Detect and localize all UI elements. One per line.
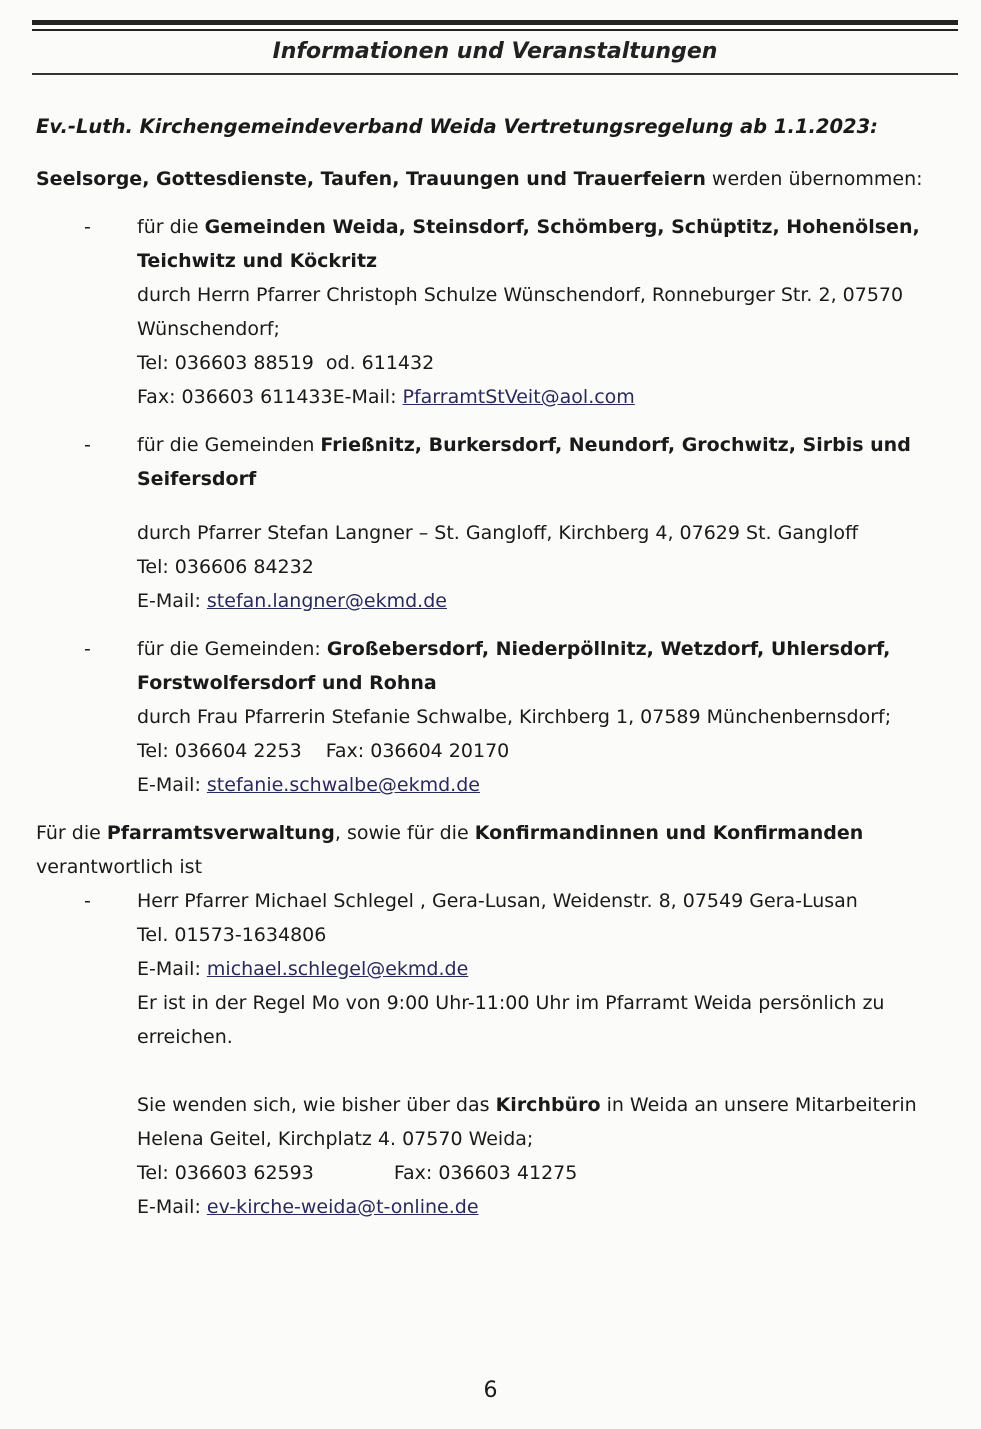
item-tel-fax xyxy=(137,734,942,768)
item-lead: für die Gemeinden xyxy=(137,434,321,456)
top-rule xyxy=(32,20,958,25)
list-dash: - xyxy=(84,890,91,912)
list-item xyxy=(36,884,942,1224)
item-communities xyxy=(137,210,942,278)
email-link[interactable]: michael.schlegel@ekmd.de xyxy=(206,958,469,980)
item-tel: Tel: 036603 88519 od. 611432 xyxy=(137,352,435,374)
office-tel-fax xyxy=(137,1156,942,1190)
document-title: Ev.-Luth. Kirchengemeindeverband Weida Vertretungsregelung ab 1.1.2023: xyxy=(36,115,878,138)
item-communities-bold: Gemeinden Weida, Steinsdorf, Schömberg, Schüptitz, Hohenölsen, Teichwitz und Köckritz xyxy=(137,216,920,272)
email-label: E-Mail: xyxy=(137,590,207,612)
item-tel: Tel: 036604 2253 xyxy=(137,740,302,762)
spacer xyxy=(137,496,942,516)
list-item xyxy=(36,428,942,618)
office-email xyxy=(137,1190,942,1224)
office-fax: Fax: 036603 41275 xyxy=(393,1162,578,1184)
office-paragraph xyxy=(137,1088,942,1156)
intro-paragraph xyxy=(36,162,942,196)
intro-bold: Seelsorge, Gottesdienste, Taufen, Trauungen und Trauerfeiern xyxy=(36,168,706,190)
email-label: E-Mail: xyxy=(137,958,207,980)
item-lead: für die Gemeinden: xyxy=(137,638,327,660)
admin-email xyxy=(137,952,942,986)
item-communities-bold: Frießnitz, Burkersdorf, Neundorf, Grochwitz, Sirbis und Seifersdorf xyxy=(137,434,911,490)
email-label: E-Mail: xyxy=(137,1196,207,1218)
top-rule-thin xyxy=(32,29,958,31)
office-rest: in Weida an unsere Mitarbeiterin Helena Geitel, Kirchplatz 4. 07570 Weida; xyxy=(137,1094,917,1150)
item-tel: Tel: 036606 84232 xyxy=(137,556,314,578)
office-lead: Sie wenden sich, wie bisher über das xyxy=(137,1094,496,1116)
spacer xyxy=(137,1054,942,1088)
item-email xyxy=(137,768,942,802)
item-fax: Fax: 036604 20170 xyxy=(325,740,510,762)
item-communities xyxy=(137,632,942,700)
list-item xyxy=(36,210,942,414)
list-dash: - xyxy=(84,638,91,660)
item-communities-bold: Großebersdorf, Niederpöllnitz, Wetzdorf, Uhlersdorf, Forstwolfersdorf und Rohna xyxy=(137,638,891,694)
list-dash: - xyxy=(84,216,91,238)
admin-bold-1: Pfarramtsverwaltung xyxy=(106,822,335,844)
office-tel: Tel: 036603 62593 xyxy=(137,1162,314,1184)
email-link[interactable]: stefan.langner@ekmd.de xyxy=(206,590,447,612)
item-person: durch Frau Pfarrerin Stefanie Schwalbe, Kirchberg 1, 07589 Münchenbernsdorf; xyxy=(137,706,892,728)
item-person: durch Herrn Pfarrer Christoph Schulze Wünschendorf, Ronneburger Str. 2, 07570 Wünschendorf; xyxy=(137,284,904,340)
intro-rest: werden übernommen: xyxy=(705,168,923,190)
list-item xyxy=(36,632,942,802)
email-link[interactable]: stefanie.schwalbe@ekmd.de xyxy=(206,774,480,796)
email-label: E-Mail: xyxy=(137,774,207,796)
admin-mid: , sowie für die xyxy=(334,822,475,844)
item-communities xyxy=(137,428,942,496)
admin-bold-2: Konfirmandinnen und Konfirmanden xyxy=(474,822,864,844)
email-link[interactable]: ev-kirche-weida@t-online.de xyxy=(206,1196,479,1218)
main-content xyxy=(36,110,942,1224)
email-link[interactable]: PfarramtStVeit@aol.com xyxy=(402,386,635,408)
item-lead: für die xyxy=(137,216,205,238)
section-header: Informationen und Veranstaltungen xyxy=(272,39,718,64)
item-fax: Fax: 036603 611433E-Mail: xyxy=(137,386,403,408)
admin-lead: Für die xyxy=(36,822,107,844)
page-number: 6 xyxy=(483,1378,498,1403)
header-rule xyxy=(32,73,958,75)
admin-hours: Er ist in der Regel Mo von 9:00 Uhr-11:00 Uhr im Pfarramt Weida persönlich zu erreichen. xyxy=(137,992,885,1048)
item-email xyxy=(137,584,942,618)
admin-person: Herr Pfarrer Michael Schlegel , Gera-Lusan, Weidenstr. 8, 07549 Gera-Lusan xyxy=(137,890,858,912)
office-bold: Kirchbüro xyxy=(495,1094,601,1116)
list-dash: - xyxy=(84,434,91,456)
admin-paragraph xyxy=(36,816,942,884)
admin-rest: verantwortlich ist xyxy=(36,856,203,878)
item-person: durch Pfarrer Stefan Langner – St. Gangloff, Kirchberg 4, 07629 St. Gangloff xyxy=(137,522,859,544)
admin-tel: Tel. 01573-1634806 xyxy=(137,924,327,946)
item-fax-email xyxy=(137,380,942,414)
